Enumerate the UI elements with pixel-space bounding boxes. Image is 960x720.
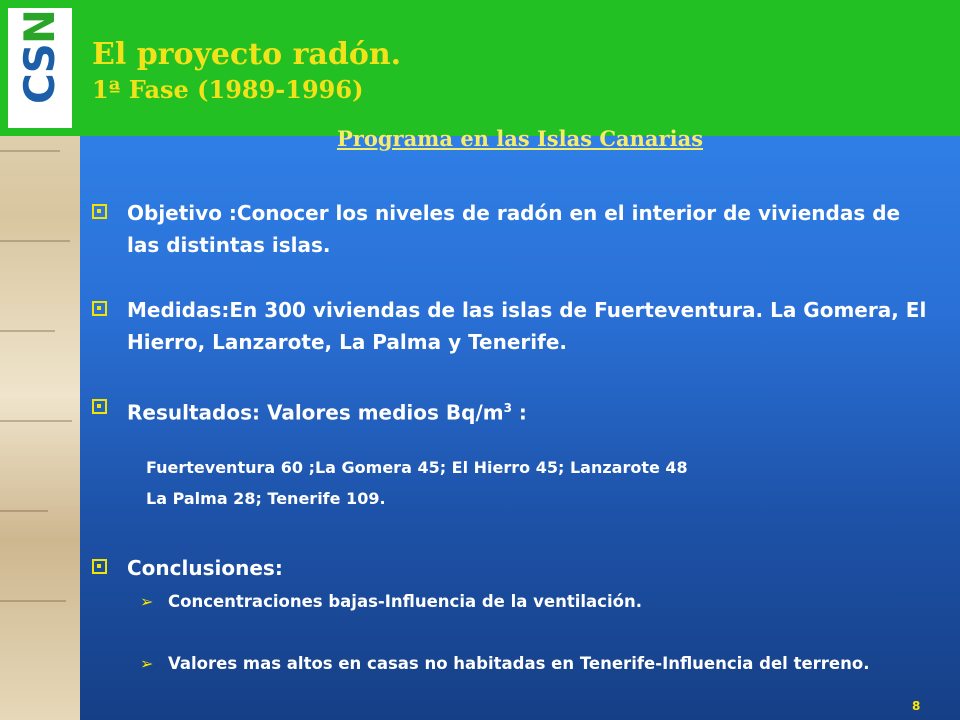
arrow-bullet-icon: ➢ bbox=[140, 654, 154, 673]
bullet-medidas bbox=[92, 294, 927, 358]
logo-text-cs: CS bbox=[15, 44, 64, 104]
conclusion-text: Concentraciones bajas-Influencia de la ventilación. bbox=[168, 592, 642, 611]
slide-title: El proyecto radón. bbox=[92, 37, 402, 72]
bullet-resultados bbox=[92, 392, 927, 429]
results-line-2: La Palma 28; Tenerife 109. bbox=[146, 489, 386, 508]
bullet-conclusiones bbox=[92, 552, 927, 584]
bullet-square-icon bbox=[92, 399, 107, 414]
slide-header bbox=[0, 0, 960, 136]
conclusion-item-2 bbox=[140, 651, 948, 677]
arrow-bullet-icon: ➢ bbox=[140, 592, 154, 611]
csn-logo bbox=[8, 8, 72, 128]
bullet-text: Conclusiones: bbox=[127, 556, 283, 580]
slide-subtitle: 1ª Fase (1989-1996) bbox=[92, 75, 364, 104]
conclusion-text: Valores mas altos en casas no habitadas en Tenerife-Influencia del terreno. bbox=[168, 654, 870, 673]
bullet-square-icon bbox=[92, 559, 107, 574]
bullet-text bbox=[127, 392, 927, 429]
bullet-square-icon bbox=[92, 204, 107, 219]
bullet-square-icon bbox=[92, 301, 107, 316]
section-heading: Programa en las Islas Canarias bbox=[336, 126, 704, 151]
superscript: 3 bbox=[503, 401, 512, 415]
results-line-1: Fuerteventura 60 ;La Gomera 45; El Hierro 45; Lanzarote 48 bbox=[146, 458, 688, 477]
page-number: 8 bbox=[912, 699, 921, 713]
bullet-text: Objetivo :Conocer los niveles de radón en el interior de viviendas de las distintas islas. bbox=[127, 201, 901, 257]
logo-text-n: N bbox=[15, 9, 64, 45]
bullet-text: Medidas:En 300 viviendas de las islas de Fuerteventura. La Gomera, El Hierro, Lanzarote, La Palma y Tenerife. bbox=[127, 298, 927, 354]
bullet-objetivo bbox=[92, 197, 927, 261]
conclusion-item-1 bbox=[140, 589, 960, 615]
resultados-tail: : bbox=[511, 400, 527, 425]
resultados-label: Resultados: Valores medios Bq/m bbox=[127, 400, 504, 425]
